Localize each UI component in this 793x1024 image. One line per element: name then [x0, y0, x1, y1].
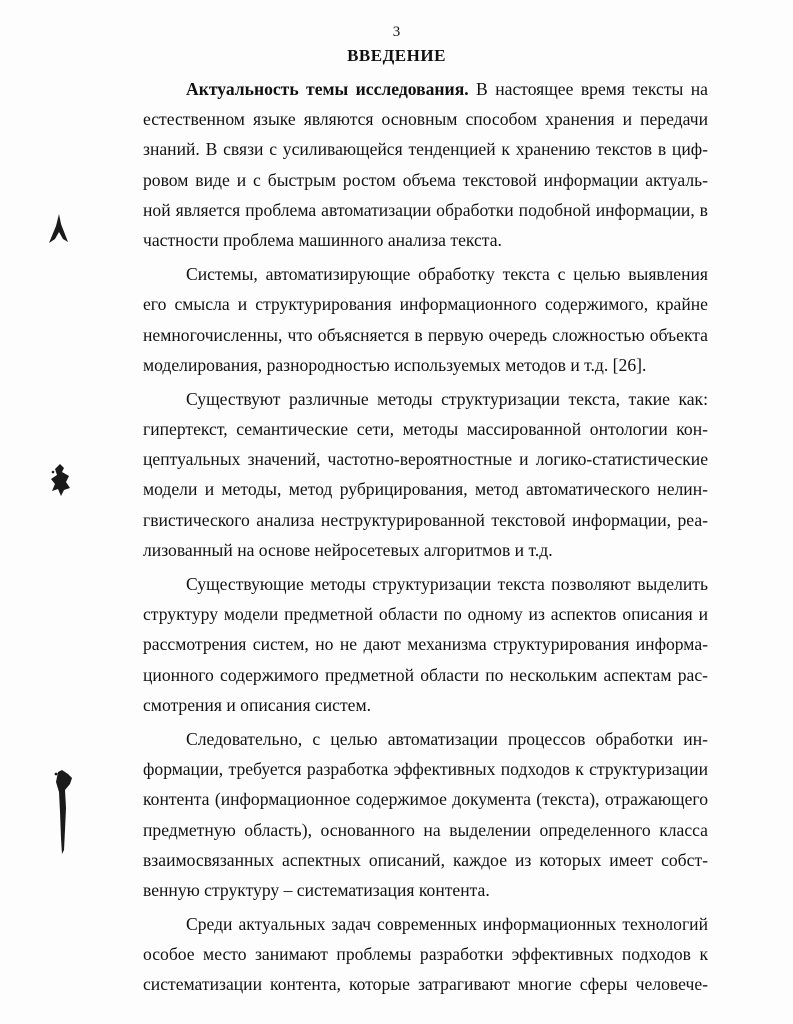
text-line: Существующие методы структуризации текста позволяют выделить [186, 574, 708, 594]
text-line: ционного содержимого предметной области по нескольким аспектам рас- [143, 664, 708, 685]
text-line [143, 74, 708, 104]
paragraph-systems [143, 259, 708, 380]
paragraph-existing-methods [143, 569, 708, 720]
text-line: систематизации контента, которые затрагивают многие сферы человече- [143, 974, 708, 995]
text-line: формации, требуется разработка эффективных подходов к структуризации [143, 759, 708, 780]
text-line: Существуют различные методы структуризации текста, такие как: [186, 388, 708, 409]
paragraph-relevance [143, 74, 708, 255]
paragraph-methods [143, 384, 708, 565]
text-line: Среди актуальных задач современных информационных технологий [186, 914, 708, 935]
paragraph-tasks [143, 909, 708, 1000]
text-line: смотрения и описания систем. [143, 694, 371, 715]
text-line: особое место занимают проблемы разработки эффективных подходов к [143, 944, 708, 965]
text-line: знаний. В связи с усиливающейся тенденцией к хранению текстов в циф- [143, 139, 708, 160]
text-line-rest: В настоящее время тексты на [468, 79, 708, 99]
text-line: моделирования, разнородностью используемых методов и т.д. [26]. [143, 354, 647, 375]
text-line: Следовательно, с целью автоматизации процессов обработки ин- [186, 728, 708, 749]
text-line: ровом виде и с быстрым ростом объема текстовой информации актуаль- [143, 169, 708, 190]
text-line: структуру модели предметной области по одному из аспектов описания и [143, 604, 708, 625]
text-line: взаимосвязанных аспектных описаний, каждое из которых имеет собст- [143, 849, 708, 870]
text-line: гвистического анализа неструктурированной текстовой информации, реа- [143, 509, 708, 530]
text-line: контента (информационное содержимое документа (текста), отражающего [143, 789, 708, 810]
text-line: модели и методы, метод рубрицирования, метод автоматического нелин- [143, 479, 708, 500]
bold-lead-phrase: Актуальность темы исследования. [186, 79, 469, 99]
scan-mark-bottom [52, 768, 78, 860]
text-line: предметную область), основанного на выделении определенного класса [143, 819, 708, 840]
body-text [143, 74, 708, 1004]
text-line: венную структуру – систематизация контента. [143, 879, 490, 900]
text-line: цептуальных значений, частотно-вероятностные и логико-статистические [143, 449, 708, 470]
text-line: ной является проблема автоматизации обработки подобной информации, в [143, 199, 708, 220]
text-line: естественном языке являются основным способом хранения и передачи [143, 109, 708, 130]
text-line: частности проблема машинного анализа текста. [143, 229, 502, 250]
scan-mark-middle [48, 462, 74, 498]
text-line: его смысла и структурирования информационного содержимого, крайне [143, 294, 708, 315]
page-number: 3 [392, 24, 401, 40]
paragraph-consequently [143, 724, 708, 905]
section-heading: ВВЕДЕНИЕ [347, 46, 446, 65]
text-line: лизованный на основе нейросетевых алгоритмов и т.д. [143, 539, 553, 560]
text-line: рассмотрения систем, но не дают механизма структурирования информа- [143, 634, 708, 655]
scan-mark-top [46, 212, 72, 246]
text-line: гипертекст, семантические сети, методы массированной онтологии кон- [143, 419, 708, 440]
text-line: немногочисленны, что объясняется в первую очередь сложностью объекта [143, 324, 708, 345]
text-line: Системы, автоматизирующие обработку текста с целью выявления [186, 264, 708, 285]
